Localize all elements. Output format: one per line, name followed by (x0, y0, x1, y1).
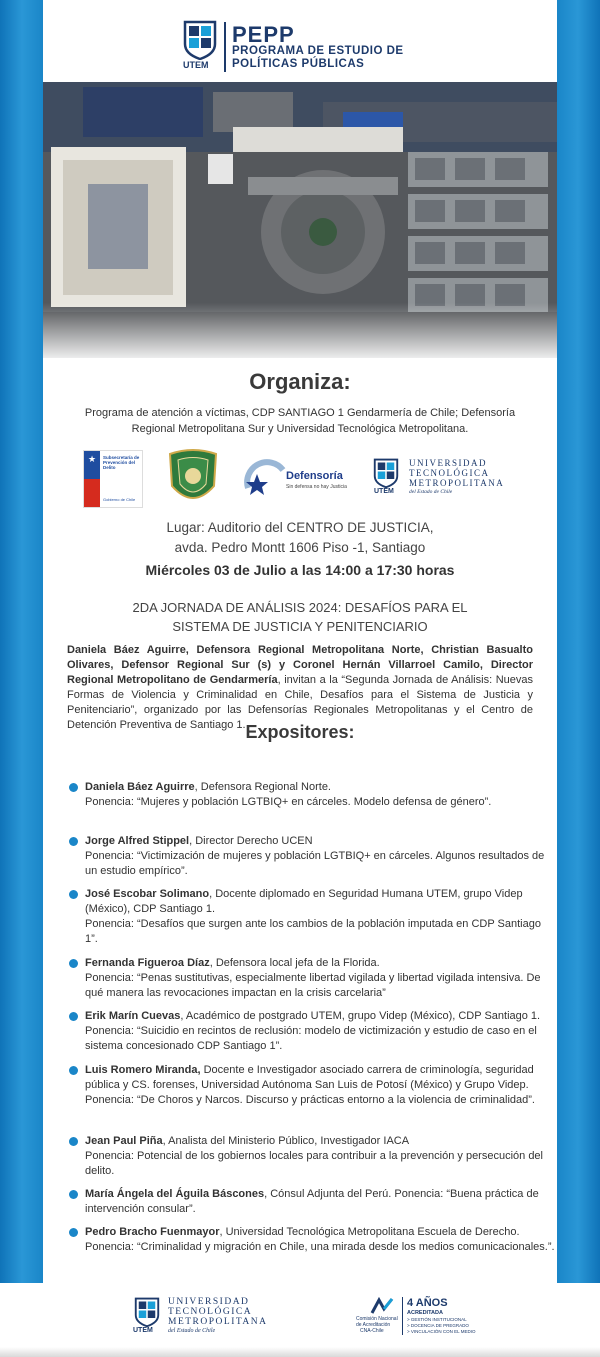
header-utem-label: UTEM (183, 60, 209, 70)
speaker-name: Daniela Báez Aguirre (85, 781, 195, 793)
speaker-name: Pedro Bracho Fuenmayor (85, 1226, 220, 1238)
bullet-icon (69, 1228, 78, 1237)
bullet-icon (69, 1190, 78, 1199)
acred-years: 4 AÑOS (407, 1297, 448, 1309)
speaker-item (85, 1134, 555, 1179)
bullet-icon (69, 837, 78, 846)
cna-line3: CNA-Chile (360, 1328, 384, 1334)
speaker-role: , Defensora Regional Norte. (194, 781, 331, 793)
utem-name-line2: TECNOLÓGICA (409, 468, 490, 478)
utem-logo-shield-icon (373, 458, 399, 488)
speaker-name: Jorge Alfred Stippel (85, 835, 190, 847)
speaker-role: Docente e Investigador asociado carrera de criminología, seguridad pública y CS. forenses, Universidad Autónoma San Luis de Potosí (México) y Grupo Videp. Ponencia: “De Choros y Narcos. Discurso y prácticas entorno a la violencia de criminalidad”. (85, 1064, 535, 1106)
acred-label: ACREDITADA (407, 1310, 443, 1316)
jornada-title-line2: SISTEMA DE JUSTICIA Y PENITENCIARIO (172, 619, 428, 634)
utem-shield-icon (183, 20, 217, 60)
invitation-text: , invitan a la “Segunda Jornada de Análisis: Nuevas Formas de Violencia y Criminalidad en Chile, Desafíos para el Sistema de Justicia y Penitenciario”, organizado por las Defensorías Regionales Metropolitanas y el Centro de Detención Preventiva de Santiago 1. (67, 674, 533, 731)
event-date: Miércoles 03 de Julio a las 14:00 a 17:30 horas (145, 562, 455, 578)
defensoria-name: Defensoría (286, 470, 343, 482)
acred-item2: > DOCENCIA DE PREGRADO (407, 1323, 469, 1328)
utem-name-line4: del Estado de Chile (409, 489, 453, 495)
gobierno-text: Gobierno de Chile (103, 497, 136, 502)
utem-abbr: UTEM (374, 488, 394, 495)
cna-line2: de Acreditación (356, 1322, 391, 1328)
speaker-item (85, 1009, 555, 1054)
speaker-name: Jean Paul Piña (85, 1135, 163, 1147)
speaker-item (85, 887, 555, 947)
bullet-icon (69, 890, 78, 899)
footer-utem-line4: del Estado de Chile (168, 1328, 216, 1334)
speaker-ponencia: Ponencia: “Desafíos que surgen ante los cambios de la población imputada en CDP Santiago 1”. (85, 918, 541, 945)
organiza-text: Programa de atención a víctimas, CDP SANTIAGO 1 Gendarmería de Chile; Defensoría Regional Metropolitana Sur y Universidad Tecnológica Metropolitana. (84, 407, 516, 435)
header-divider (224, 22, 226, 72)
speaker-role: , Cónsul Adjunta del Perú. Ponencia: “Buena práctica de intervención consular”. (85, 1188, 539, 1215)
footer-bottom-edge (0, 1347, 600, 1357)
expositores-heading: Expositores: (245, 722, 355, 742)
lugar-line1: Lugar: Auditorio del CENTRO DE JUSTICIA, (166, 520, 434, 535)
gendarmeria-badge-icon (166, 448, 220, 508)
footer-utem-shield-icon (134, 1297, 160, 1327)
speaker-ponencia: Ponencia: “Penas sustitutivas, especialmente libertad vigilada y libertad vigilada intensiva. De qué manera las revocaciones impactan en la crisis carcelaria” (85, 972, 541, 999)
speaker-role: , Director Derecho UCEN (189, 835, 313, 847)
defensoria-tagline: Sin defensa no hay Justicia (286, 484, 347, 490)
bullet-icon (69, 1066, 78, 1075)
speaker-role: , Universidad Tecnológica Metropolitana Escuela de Derecho. Ponencia: “Criminalidad y migración en Chile, una mirada desde los medios comunicacionales.”. (85, 1226, 555, 1253)
aerial-photo (43, 82, 557, 358)
flyer-page (43, 0, 557, 1283)
utem-name-line1: UNIVERSIDAD (409, 458, 487, 468)
speaker-item (85, 780, 555, 810)
bullet-icon (69, 959, 78, 968)
speaker-item (85, 956, 555, 1001)
footer-utem-line2: TECNOLÓGICA (168, 1307, 253, 1317)
star-icon: ★ (87, 453, 97, 464)
defensoria-logo-icon (243, 458, 288, 498)
speaker-role: , Docente diplomado en Seguridad Humana UTEM, grupo Videp (México), CDP Santiago 1. (85, 888, 523, 915)
speaker-ponencia: Ponencia: “Victimización de mujeres y población LGTBIQ+ en cárceles. Algunos resultados de un estudio empírico”. (85, 850, 545, 877)
cna-divider (402, 1297, 403, 1335)
footer-utem-line3: METROPOLITANA (168, 1317, 268, 1327)
subsecretaria-text: Subsecretaría de Prevención del Delito (103, 455, 140, 470)
speaker-name: José Escobar Solimano (85, 888, 210, 900)
organiza-heading: Organiza: (249, 369, 351, 394)
cna-logo-icon (370, 1297, 394, 1315)
utem-name-line3: METROPOLITANA (409, 478, 505, 488)
footer-utem-line1: UNIVERSIDAD (168, 1297, 250, 1307)
acred-item3: > VINCULACIÓN CON EL MEDIO (407, 1329, 476, 1334)
organizer-logos (43, 448, 557, 508)
header-subtitle-line1: PROGRAMA DE ESTUDIO DE (232, 45, 404, 57)
speaker-role: , Académico de postgrado UTEM, grupo Videp (México), CDP Santiago 1. Ponencia: “Suicidio en recintos de reclusión: modelo de victimización y estudio de caso en el sistema concesionado CDP Santiago 1”. (85, 1010, 541, 1052)
invitation-paragraph (67, 643, 533, 733)
speaker-name: Erik Marín Cuevas (85, 1010, 181, 1022)
speaker-name: Luis Romero Miranda, (85, 1064, 201, 1076)
bullet-icon (69, 783, 78, 792)
header-subtitle-line2: POLÍTICAS PÚBLICAS (232, 58, 365, 70)
speaker-name: María Ángela del Águila Báscones (85, 1188, 265, 1200)
header-title: PEPP (232, 22, 295, 47)
invitation-hosts: Daniela Báez Aguirre, Defensora Regional Metropolitana Norte, Christian Basualto Olivares, Defensor Regional Sur (s) y Coronel Hernán Villarroel Camilo, Director Regional Metropolitano de Gendarmería (67, 644, 533, 686)
speaker-name: Fernanda Figueroa Díaz (85, 957, 210, 969)
speaker-ponencia: Ponencia: “Mujeres y población LGTBIQ+ en cárceles. Modelo defensa de género”. (85, 796, 492, 808)
bullet-icon (69, 1137, 78, 1146)
subsecretaria-logo (83, 450, 143, 508)
lugar-line2: avda. Pedro Montt 1606 Piso -1, Santiago (174, 540, 426, 555)
acred-item1: > GESTIÓN INSTITUCIONAL (407, 1317, 467, 1322)
speaker-item (85, 1063, 555, 1108)
footer (0, 1283, 600, 1357)
speaker-item (85, 834, 555, 879)
speaker-role: , Analista del Ministerio Público, Investigador IACA (162, 1135, 410, 1147)
header (43, 0, 557, 82)
speaker-item (85, 1187, 555, 1217)
speaker-item (85, 1225, 555, 1255)
footer-utem-abbr: UTEM (133, 1327, 153, 1334)
cna-line1: Comisión Nacional (356, 1316, 398, 1322)
speaker-role: , Defensora local jefa de la Florida. (209, 957, 380, 969)
bullet-icon (69, 1012, 78, 1021)
speaker-ponencia: Ponencia: Potencial de los gobiernos locales para contribuir a la prevención y persecución del delito. (85, 1150, 543, 1177)
jornada-title-line1: 2DA JORNADA DE ANÁLISIS 2024: DESAFÍOS PARA EL (132, 600, 468, 615)
